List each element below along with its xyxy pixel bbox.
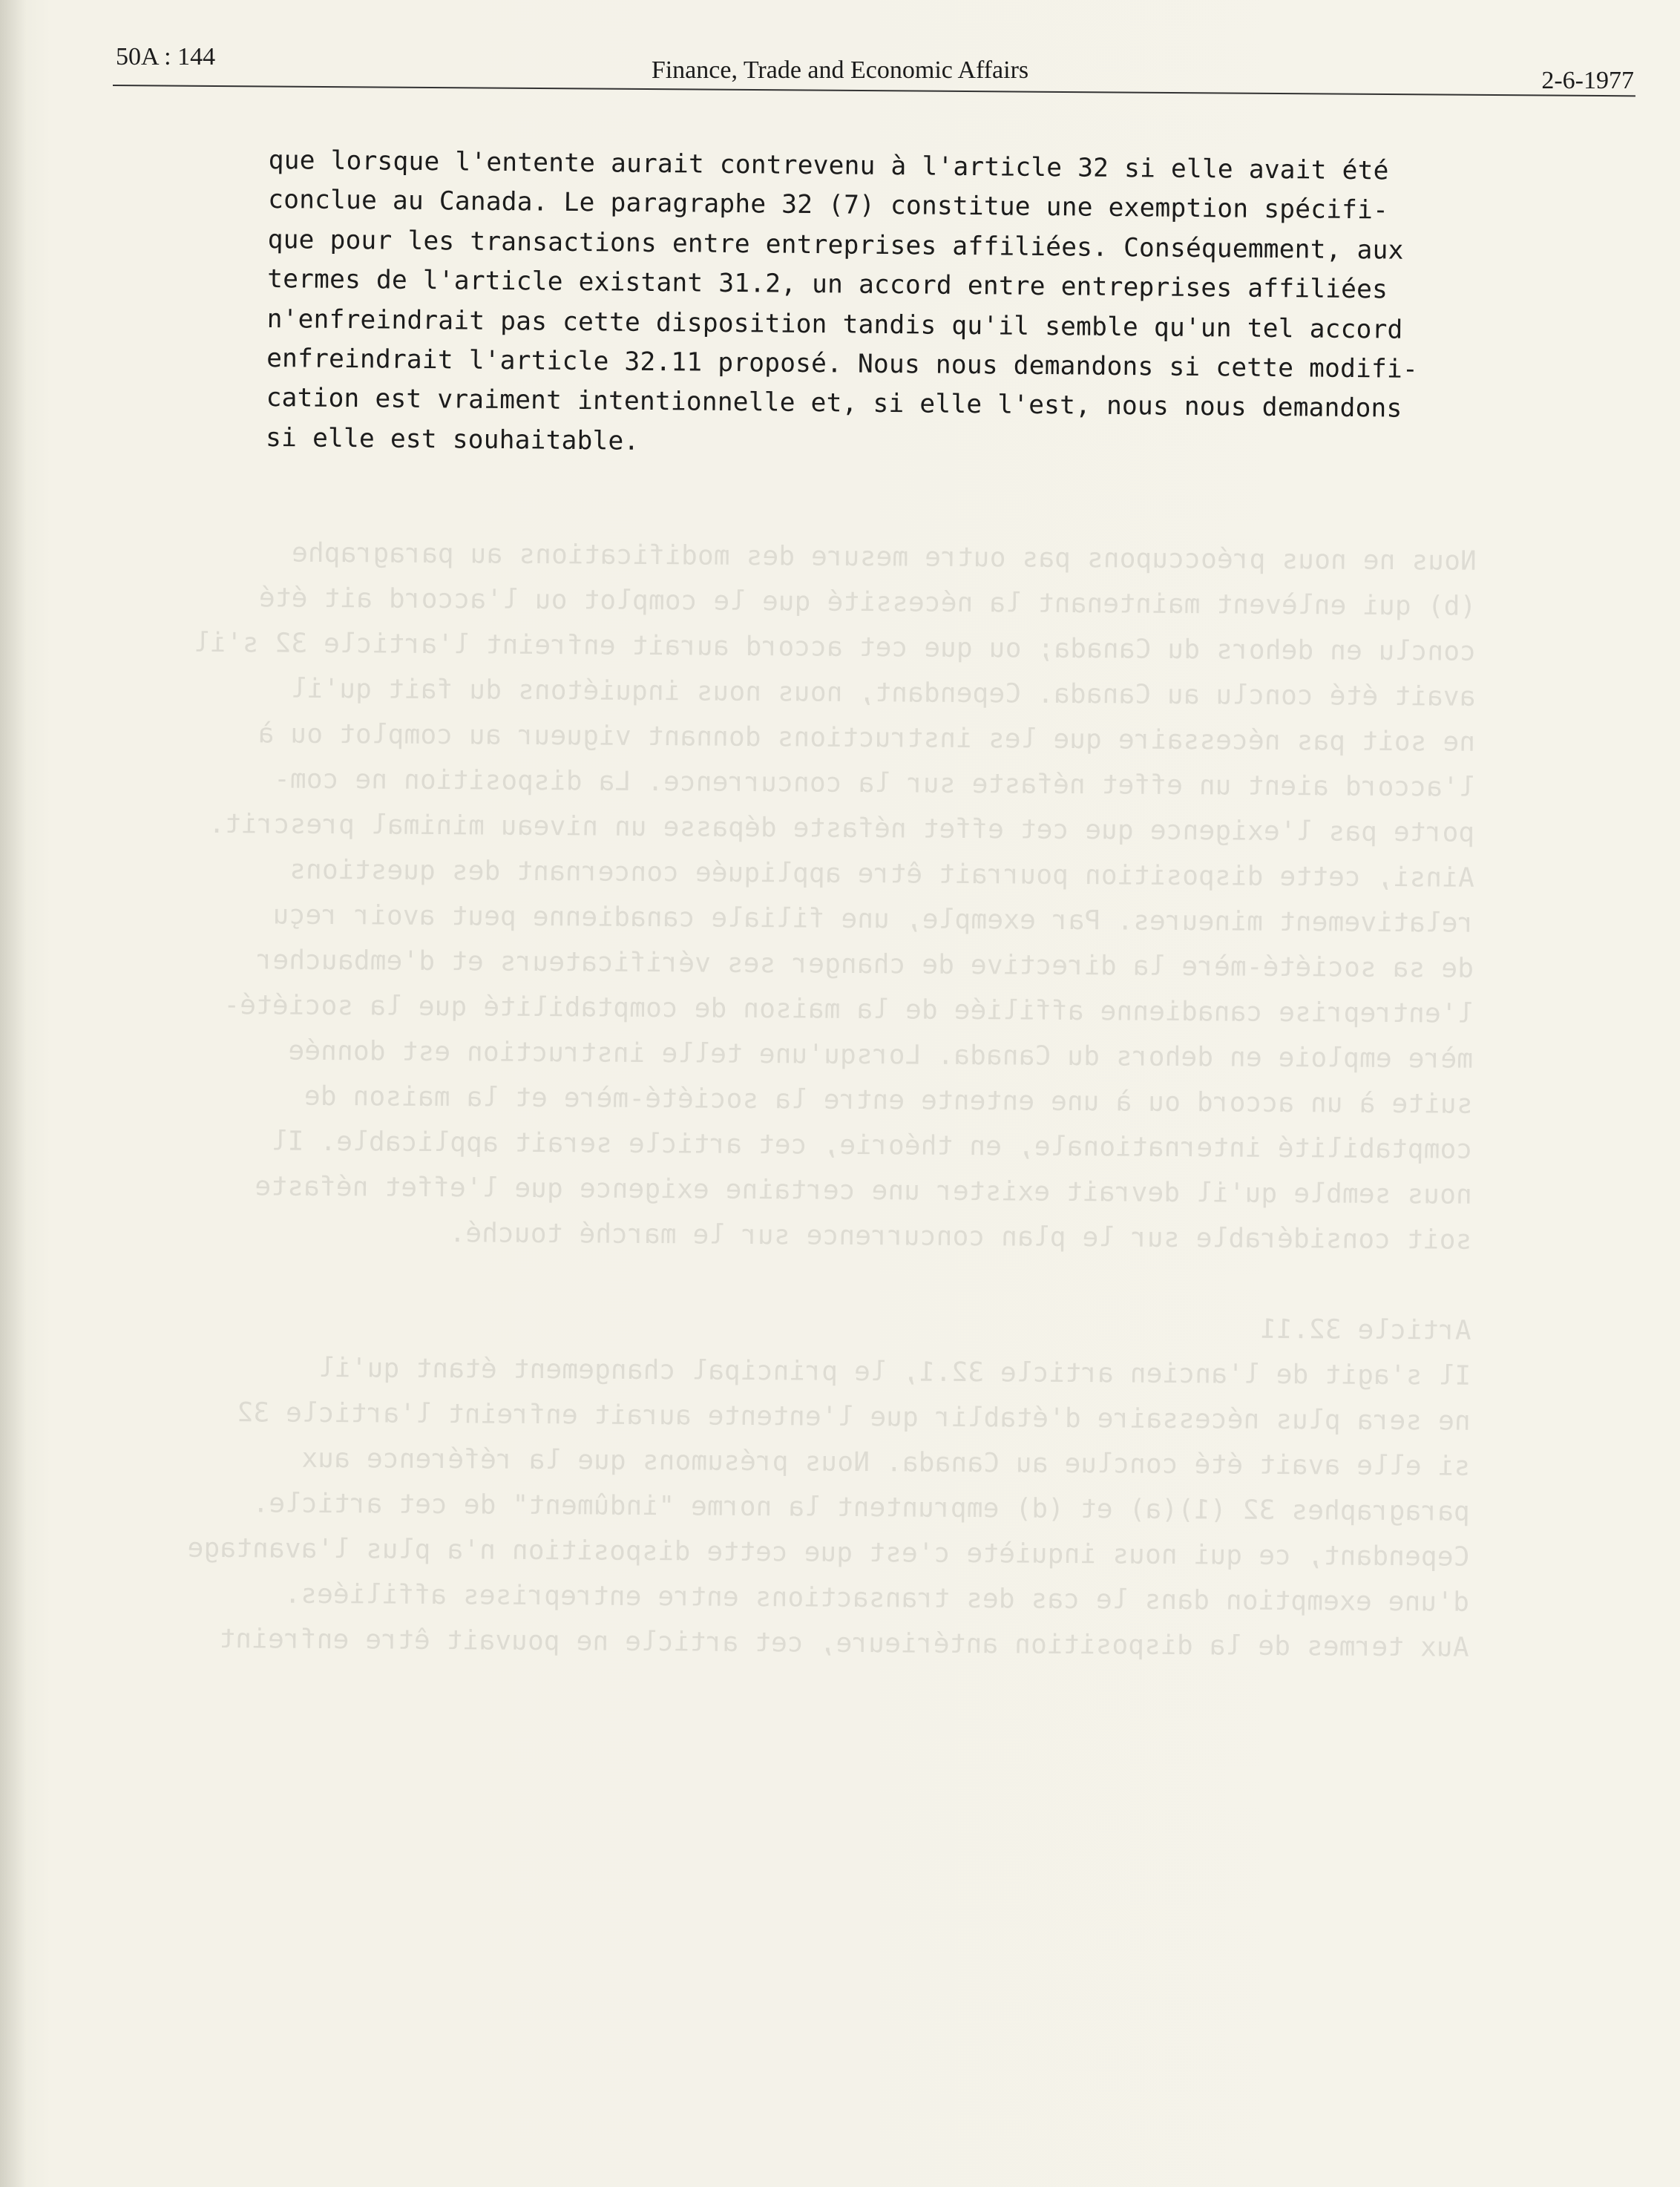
bleed-through-line: Il s'agit de l'ancien article 32.1, le principal changement étant qu'il — [318, 1352, 1471, 1391]
body-text-line: n'enfreindrait pas cette disposition tandis qu'il semble qu'un tel accord — [266, 304, 1403, 345]
body-text-line: que lorsque l'entente aurait contrevenu à l'article 32 si elle avait été — [268, 145, 1389, 186]
bleed-through-line: de sa société-mère la directive de changer ses vérificateurs et d'embaucher — [256, 945, 1474, 984]
bleed-through-line: Aux termes de la disposition antérieure, cet article ne pouvait être enfreint — [219, 1624, 1469, 1663]
bleed-through-line: paragraphes 32 (1)(a) et (d) empruntent la norme "indûment" de cet article. — [252, 1488, 1470, 1527]
bleed-through-line: si elle avait été conclue au Canada. Nous présumons que la référence aux — [301, 1443, 1471, 1482]
bleed-through-line: l'entreprise canadienne affiliée de la maison de comptabilité que la société- — [223, 990, 1474, 1029]
body-text-line: conclue au Canada. Le paragraphe 32 (7) constitue une exemption spécifi- — [268, 185, 1389, 226]
bleed-through-line: porte pas l'exigence que cet effet néfaste dépasse un niveau minimal prescrit. — [208, 808, 1475, 848]
bleed-through-line: relativement mineures. Par exemple, une filiale canadienne peut avoir reçu — [272, 899, 1474, 939]
body-text-line: si elle est souhaitable. — [265, 422, 640, 456]
bleed-through-line: l'accord aient un effet néfaste sur la concurrence. La disposition ne com- — [273, 764, 1475, 803]
page-edge-shadow — [0, 0, 27, 2187]
bleed-through-line: nous semble qu'il devrait exister une certaine exigence que l'effet néfaste — [255, 1171, 1472, 1210]
page-reference: 50A : 144 — [116, 43, 216, 71]
bleed-through-line: ne soit pas nécessaire que les instructions donnant vigueur au complot ou à — [257, 718, 1476, 758]
body-text-line: termes de l'article existant 31.2, un accord entre entreprises affiliées — [267, 264, 1388, 305]
bleed-through-line: avait été conclu au Canada. Cependant, nous nous inquiétons du fait qu'il — [290, 673, 1476, 712]
bleed-through-line: Ainsi, cette disposition pourrait être appliquée concernant des questions — [289, 854, 1474, 894]
bleed-through-line: comptabilité internationale, en théorie, cet article serait applicable. Il — [271, 1126, 1473, 1165]
header-divider — [113, 85, 1635, 96]
body-paragraph — [266, 141, 1426, 469]
body-text-line: que pour les transactions entre entreprises affiliées. Conséquemment, aux — [267, 224, 1404, 266]
bleed-through-line: Nous ne nous préoccupons pas outre mesure des modifications au paragraphe — [291, 537, 1477, 577]
bleed-through-line: soit considérable sur le plan concurrence sur le marché touché. — [449, 1218, 1472, 1256]
bleed-through-line — [240, 1254, 1471, 1308]
body-text-line: cation est vraiment intentionnelle et, si elle l'est, nous nous demandons — [266, 383, 1402, 424]
bleed-through-line: d'une exemption dans le cas des transactions entre entreprises affiliées. — [284, 1578, 1470, 1618]
bleed-through-line: suite à un accord ou à une entente entre la société-mère et la maison de — [303, 1081, 1473, 1120]
running-title: Finance, Trade and Economic Affairs — [651, 56, 1029, 84]
body-text-line: enfreindrait l'article 32.11 proposé. Nous nous demandons si cette modifi- — [266, 343, 1419, 384]
header-date: 2-6-1977 — [1541, 67, 1634, 94]
bleed-through-line: mère emploie en dehors du Canada. Lorsqu'une telle instruction est donnée — [288, 1035, 1474, 1075]
bleed-through-line: ne sera plus nécessaire d'établir que l'entente aurait enfreint l'article 32 — [237, 1397, 1471, 1437]
bleed-through-line: conclu en dehors du Canada; ou que cet accord aurait enfreint l'article 32 s'il — [193, 627, 1477, 667]
bleed-through-line: Cependant, ce qui nous inquiète c'est que cette disposition n'a plus l'avantage — [187, 1532, 1470, 1573]
bleed-through-line: Article 32.11 — [1260, 1314, 1471, 1346]
bleed-through-text — [187, 530, 1477, 1670]
bleed-through-line: (b) qui enlèvent maintenant la nécessité que le complot ou l'accord ait été — [258, 583, 1477, 622]
